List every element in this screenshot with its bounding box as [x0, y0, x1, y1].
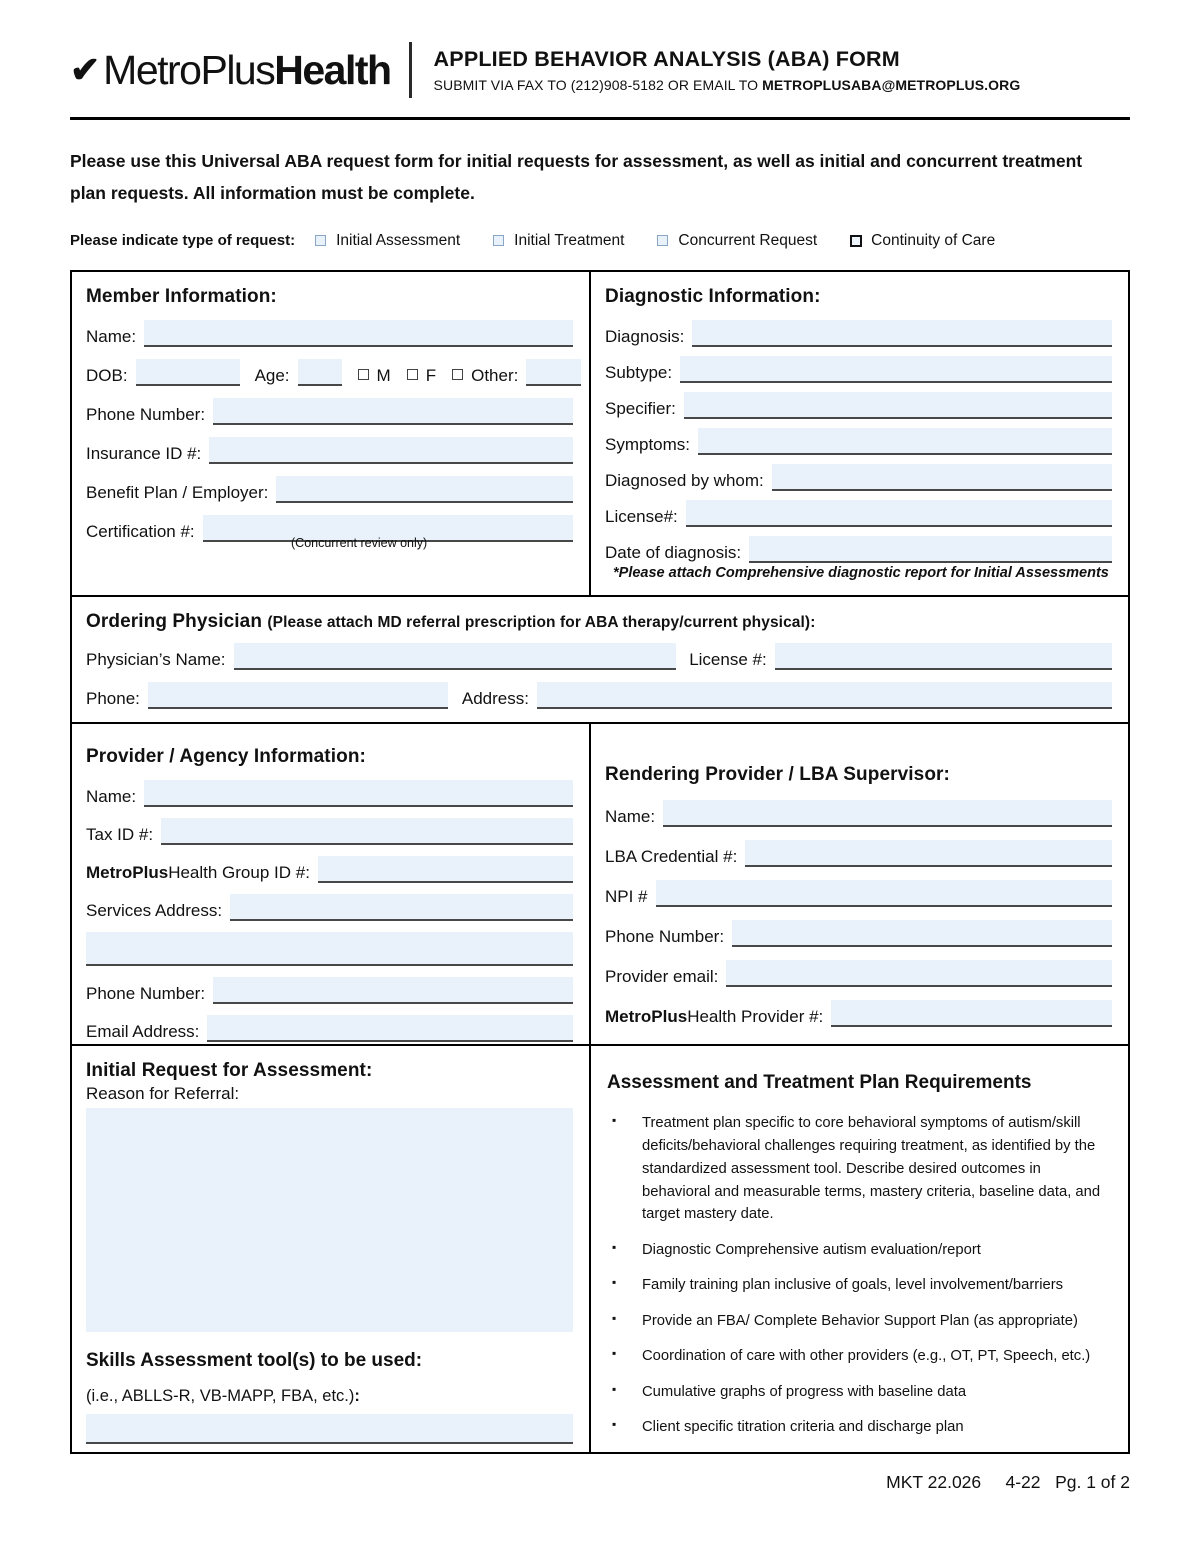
npi-row [605, 880, 1112, 907]
agency-name-row [86, 780, 573, 807]
provider-email-label: Provider email: [605, 967, 719, 987]
member-name-label: Name: [86, 327, 137, 347]
header-rule [70, 117, 1130, 120]
diagnosed-by-label: Diagnosed by whom: [605, 471, 764, 491]
option-initial-treatment[interactable] [493, 232, 624, 250]
header-title-block [434, 47, 1021, 93]
row-ordering-physician [72, 595, 1128, 722]
npi-input[interactable] [656, 880, 1112, 907]
continuity-of-care-label: Continuity of Care [871, 231, 996, 249]
initial-treatment-checkbox[interactable] [493, 235, 504, 246]
agency-taxid-input[interactable] [161, 818, 573, 845]
physician-address-label: Address: [461, 689, 529, 709]
member-phone-label: Phone Number: [86, 405, 206, 425]
form-subtitle [434, 77, 1021, 93]
diagnosis-input[interactable] [692, 320, 1112, 347]
agency-email-label: Email Address: [86, 1022, 200, 1042]
ordering-physician-section [72, 597, 1128, 729]
initial-treatment-label: Initial Treatment [514, 231, 625, 249]
skills-assessment-input[interactable] [86, 1414, 573, 1444]
requirement-item: ▪ Treatment plan specific to core behavioral symptoms of autism/skill deficits/behavioral challenges requiring treatment, as identified by the standardized assessment tool. Describe desired outcomes in behavioral and measurable terms, mastery criteria, baseline data, and target mastery date. [605, 1112, 1112, 1227]
rendering-phone-label: Phone Number: [605, 927, 725, 947]
male-label: M [376, 366, 391, 386]
symptoms-label: Symptoms: [605, 435, 691, 455]
other-sex-checkbox[interactable] [452, 369, 463, 380]
concurrent-request-label: Concurrent Request [678, 231, 818, 249]
requirement-item: ▪ Client specific titration criteria and discharge plan [605, 1416, 1112, 1439]
physician-address-input[interactable] [537, 682, 1112, 709]
lba-credential-input[interactable] [745, 840, 1112, 867]
symptoms-row [605, 428, 1112, 455]
requirement-item: ▪ Cumulative graphs of progress with baseline data [605, 1381, 1112, 1404]
row-request-requirements [72, 1044, 1128, 1452]
specifier-label: Specifier: [605, 399, 676, 419]
subtype-row [605, 356, 1112, 383]
agency-groupid-label: MetroPlusHealth Group ID #: [86, 863, 310, 883]
male-checkbox[interactable] [358, 369, 369, 380]
member-age-input[interactable] [298, 359, 342, 386]
member-benefit-row [86, 476, 573, 503]
member-insurance-label: Insurance ID #: [86, 444, 202, 464]
requirement-item: ▪ Provide an FBA/ Complete Behavior Support Plan (as appropriate) [605, 1310, 1112, 1333]
diagnostic-information-title: Diagnostic Information: [605, 285, 821, 307]
agency-phone-row [86, 977, 573, 1004]
npi-label: NPI # [605, 887, 648, 907]
symptoms-input[interactable] [698, 428, 1112, 455]
agency-taxid-label: Tax ID #: [86, 825, 154, 845]
skills-assessment-hint: (i.e., ABLLS-R, VB-MAPP, FBA, etc.): [86, 1386, 360, 1405]
physician-name-label: Physician’s Name: [86, 650, 226, 670]
initial-assessment-checkbox[interactable] [315, 235, 326, 246]
requirements-list [605, 1112, 1112, 1439]
agency-services-address-label: Services Address: [86, 901, 223, 921]
option-concurrent-request[interactable] [657, 232, 817, 250]
option-continuity-of-care[interactable] [850, 232, 995, 250]
certification-note: (Concurrent review only) [291, 535, 428, 550]
checkmark-icon: ✔ [70, 49, 101, 90]
agency-groupid-input[interactable] [318, 856, 573, 883]
member-information-title: Member Information: [86, 285, 277, 307]
member-benefit-input[interactable] [276, 476, 573, 503]
metroplus-provider-number-row [605, 1000, 1112, 1027]
option-initial-assessment[interactable] [315, 232, 460, 250]
reason-for-referral-label: Reason for Referral: [86, 1083, 240, 1103]
intro-text: Please use this Universal ABA request form for initial requests for assessment, as well as initial and concurrent treatment plan requests. All information must be complete. [70, 151, 1083, 204]
continuity-of-care-checkbox[interactable] [850, 235, 862, 247]
physician-phone-input[interactable] [148, 682, 448, 709]
agency-groupid-row [86, 856, 573, 883]
diagnostic-license-input[interactable] [686, 500, 1112, 527]
agency-services-address-row2 [86, 932, 573, 966]
rendering-phone-input[interactable] [732, 920, 1112, 947]
member-phone-row [86, 398, 573, 425]
specifier-input[interactable] [684, 392, 1112, 419]
subtitle-email: METROPLUSABA@METROPLUS.ORG [762, 77, 1021, 93]
member-dob-label: DOB: [86, 366, 128, 386]
member-dob-row [86, 359, 573, 386]
diagnostic-information-section [589, 272, 1128, 595]
agency-taxid-row [86, 818, 573, 845]
concurrent-request-checkbox[interactable] [657, 235, 668, 246]
logo-text-metroplus: MetroPlus [103, 46, 275, 93]
member-dob-input[interactable] [136, 359, 240, 386]
skills-assessment-row [86, 1414, 573, 1444]
agency-email-row [86, 1015, 573, 1042]
physician-license-input[interactable] [775, 643, 1112, 670]
member-age-label: Age: [254, 366, 290, 386]
specifier-row [605, 392, 1112, 419]
member-name-row [86, 320, 573, 347]
female-label: F [425, 366, 437, 386]
rendering-provider-section [589, 724, 1128, 1044]
requirements-title: Assessment and Treatment Plan Requirements [607, 1071, 1032, 1093]
form-title: APPLIED BEHAVIOR ANALYSIS (ABA) FORM [433, 47, 900, 71]
metroplus-provider-number-label: MetroPlusHealth Provider #: [605, 1007, 824, 1027]
requirement-item: ▪ Family training plan inclusive of goals, level involvement/barriers [605, 1274, 1112, 1297]
request-type-row [70, 232, 1130, 250]
agency-services-address-row [86, 894, 573, 921]
diagnostic-license-row [605, 500, 1112, 527]
member-insurance-input[interactable] [209, 437, 573, 464]
date-of-diagnosis-label: Date of diagnosis: [605, 543, 742, 563]
other-sex-input[interactable] [526, 359, 581, 386]
member-benefit-label: Benefit Plan / Employer: [86, 483, 269, 503]
skills-assessment-title: Skills Assessment tool(s) to be used: [86, 1349, 423, 1371]
member-phone-input[interactable] [213, 398, 573, 425]
metroplus-provider-number-input[interactable] [831, 1000, 1112, 1027]
provider-agency-title: Provider / Agency Information: [86, 745, 366, 767]
rendering-name-label: Name: [605, 807, 656, 827]
ordering-physician-title-note: (Please attach MD referral prescription for ABA therapy/current physical): [267, 613, 816, 631]
requirement-item: ▪ Coordination of care with other providers (e.g., OT, PT, Speech, etc.) [605, 1345, 1112, 1368]
member-insurance-row [86, 437, 573, 464]
other-sex-label: Other: [471, 366, 519, 386]
diagnosed-by-row [605, 464, 1112, 491]
agency-name-input[interactable] [144, 780, 573, 807]
date-of-diagnosis-row [605, 536, 1112, 563]
lba-credential-label: LBA Credential #: [605, 847, 738, 867]
diagnosis-label: Diagnosis: [605, 327, 685, 347]
subtype-input[interactable] [680, 356, 1112, 383]
header-divider [409, 42, 412, 98]
diagnosed-by-input[interactable] [772, 464, 1112, 491]
diagnosis-row [605, 320, 1112, 347]
initial-request-title: Initial Request for Assessment: [86, 1059, 373, 1081]
form-header [70, 38, 1130, 102]
subtype-label: Subtype: [605, 363, 673, 383]
physician-phone-row [86, 682, 1112, 709]
initial-request-section [72, 1046, 589, 1452]
rendering-name-input[interactable] [663, 800, 1112, 827]
physician-name-row [86, 643, 1112, 670]
provider-email-input[interactable] [726, 960, 1112, 987]
agency-phone-label: Phone Number: [86, 984, 206, 1004]
agency-name-label: Name: [86, 787, 137, 807]
request-type-label: Please indicate type of request: [70, 232, 296, 250]
member-certification-label: Certification #: [86, 522, 195, 542]
lba-credential-row [605, 840, 1112, 867]
physician-phone-label: Phone: [86, 689, 140, 709]
initial-assessment-label: Initial Assessment [336, 231, 461, 249]
subtitle-prefix: SUBMIT VIA FAX TO (212)908-5182 OR EMAIL TO [433, 77, 763, 93]
agency-email-input[interactable] [207, 1015, 573, 1042]
logo-text-health: Health [274, 46, 391, 93]
female-checkbox[interactable] [407, 369, 418, 380]
form-table [70, 270, 1130, 1454]
page-footer: MKT 22.026 4-22 Pg. 1 of 2 [886, 1471, 1130, 1492]
requirements-section [589, 1046, 1128, 1452]
agency-services-address-input[interactable] [230, 894, 573, 921]
metroplus-logo [70, 47, 391, 94]
rendering-phone-row [605, 920, 1112, 947]
physician-license-label: License #: [689, 650, 767, 670]
provider-agency-section [72, 724, 589, 1044]
member-information-section [72, 272, 589, 595]
rendering-provider-title: Rendering Provider / LBA Supervisor: [605, 763, 950, 785]
physician-name-input[interactable] [234, 643, 677, 670]
diagnostic-note: *Please attach Comprehensive diagnostic report for Initial Assessments [613, 564, 1109, 581]
agency-services-address-input2[interactable] [86, 932, 573, 966]
member-name-input[interactable] [144, 320, 573, 347]
agency-phone-input[interactable] [213, 977, 573, 1004]
reason-for-referral-textarea[interactable] [86, 1108, 573, 1332]
ordering-physician-title: Ordering Physician (Please attach MD referral prescription for ABA therapy/current physical): [86, 610, 816, 632]
rendering-name-row [605, 800, 1112, 827]
diagnostic-license-label: License#: [605, 507, 678, 527]
row-provider-rendering [72, 722, 1128, 1044]
date-of-diagnosis-input[interactable] [749, 536, 1112, 563]
requirement-item: ▪ Diagnostic Comprehensive autism evaluation/report [605, 1239, 1112, 1262]
row-member-diagnostic [72, 272, 1128, 595]
provider-email-row [605, 960, 1112, 987]
